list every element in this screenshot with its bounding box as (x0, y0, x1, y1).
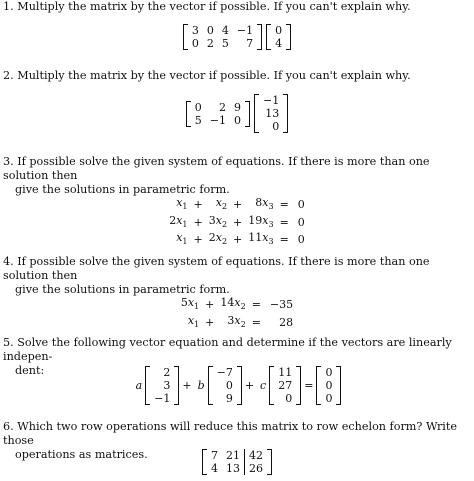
equation-term: $3x_2$ (208, 213, 228, 229)
problem-number: 1. (3, 0, 14, 13)
vector (254, 94, 288, 133)
matrix-row (274, 366, 296, 379)
matrix-cell: 2 (206, 37, 214, 50)
matrix-cell: −1 (263, 94, 280, 107)
matrix-cell: −1 (209, 113, 226, 127)
vector (266, 24, 291, 50)
problem-5-equation (0, 366, 474, 405)
matrix-cell: 0 (275, 24, 283, 37)
equals-sign: = (304, 379, 314, 392)
equation-term: $11x_3$ (248, 231, 274, 247)
matrix-cell: 9 (225, 392, 233, 405)
matrix-cell: 9 (234, 100, 241, 114)
matrix-cell: 0 (285, 392, 293, 405)
augmented-matrix (202, 449, 272, 475)
vector-a (145, 366, 179, 405)
equation-term: + (233, 215, 243, 229)
matrix-cell: 0 (272, 120, 280, 133)
matrix-row (321, 392, 336, 405)
equation-term: $8x_3$ (255, 196, 274, 212)
matrix-row (191, 114, 245, 127)
problem-text-line2: give the solutions in parametric form. (15, 283, 230, 296)
matrix-cell: 0 (191, 37, 199, 50)
equation-term: + (205, 298, 215, 312)
matrix-row (188, 24, 257, 37)
matrix-cell: 42 (245, 449, 268, 462)
matrix-row (207, 449, 267, 462)
problem-number: 5. (3, 336, 14, 349)
matrix-cell: −7 (216, 366, 233, 379)
equation-term: $2x_1$ (169, 213, 188, 229)
equation-term: $2x_2$ (208, 231, 228, 247)
equation-system (178, 296, 296, 331)
matrix-cell: −1 (154, 392, 171, 405)
matrix-cell: 11 (278, 366, 293, 379)
matrix-cell: 0 (234, 113, 241, 127)
equation-term: = (251, 298, 261, 312)
equation-term: $3x_2$ (227, 313, 246, 329)
equation-term: $19x_3$ (248, 213, 274, 229)
matrix-row (213, 379, 237, 392)
equation-row (178, 314, 296, 332)
matrix-cell: 21 (226, 449, 240, 462)
matrix-row (259, 94, 283, 107)
vector-b (208, 366, 242, 405)
equation-term: $14x_2$ (220, 296, 246, 312)
matrix-cell: 4 (275, 37, 283, 50)
matrix-cell: 0 (206, 24, 214, 37)
equation-term: $x_2$ (215, 196, 228, 212)
matrix-cell: 5 (194, 113, 202, 127)
problem-2-expression (0, 94, 474, 133)
matrix-row (271, 24, 286, 37)
matrix-row (191, 101, 245, 114)
matrix-row (321, 366, 336, 379)
matrix-row (274, 379, 296, 392)
matrix-row (271, 37, 286, 50)
matrix-cell: 27 (278, 379, 293, 392)
matrix-cell: 0 (325, 366, 333, 379)
equation-term: = (251, 315, 261, 329)
matrix-cell: 7 (246, 37, 254, 50)
matrix-row (150, 392, 174, 405)
matrix-cell: 26 (245, 462, 268, 475)
plus-sign: + (244, 379, 255, 392)
problem-text: Multiply the matrix by the vector if possible. If you can't explain why. (17, 0, 411, 13)
matrix-cell: 2 (163, 366, 171, 379)
problem-1-expression (0, 24, 474, 50)
coefficient-b: b (197, 379, 205, 392)
matrix (183, 24, 262, 50)
problem-number: 6. (3, 420, 14, 433)
matrix-cell: 0 (325, 392, 333, 405)
equation-term: = (279, 233, 289, 247)
plus-sign: + (182, 379, 192, 392)
problem-text-line2: operations as matrices. (15, 448, 148, 461)
equation-row (178, 296, 296, 314)
equation-system (166, 196, 308, 249)
equation-term: $x_1$ (176, 196, 188, 212)
matrix-cell: 3 (163, 379, 171, 392)
problem-text-line1: If possible solve the given system of equations. If there is more than one solution then (3, 155, 430, 182)
problem-1 (0, 0, 474, 14)
equation-term: 0 (297, 215, 305, 229)
equation-term: + (233, 198, 243, 212)
equation-term: + (193, 215, 203, 229)
equation-term: + (193, 198, 203, 212)
matrix-cell: 13 (226, 462, 240, 475)
equation-term: + (233, 233, 243, 247)
problem-4 (0, 255, 474, 297)
matrix-row (259, 107, 283, 120)
problem-text-line2: dent: (15, 364, 45, 377)
problem-6-expression (0, 449, 474, 475)
matrix-row (207, 462, 267, 475)
matrix-row (274, 392, 296, 405)
equation-term: $x_1$ (187, 313, 200, 329)
coefficient-a: a (135, 379, 143, 392)
equation-term: $5x_1$ (180, 296, 200, 312)
equation-term: −35 (269, 298, 294, 312)
matrix-cell: 0 (194, 100, 202, 114)
equation-row (166, 196, 308, 214)
matrix-row (188, 37, 257, 50)
equation-term: = (279, 198, 289, 212)
problem-4-system (0, 296, 474, 331)
problem-text-line1: If possible solve the given system of equations. If there is more than one solution then (3, 255, 430, 282)
zero-vector (316, 366, 341, 405)
matrix-cell: −1 (236, 24, 254, 37)
problem-number: 4. (3, 255, 14, 268)
problem-text: Multiply the matrix by the vector if possible. If you can't explain why. (17, 69, 411, 82)
equation-term: 28 (279, 315, 294, 329)
matrix-row (150, 379, 174, 392)
matrix-cell: 4 (211, 462, 218, 475)
matrix-cell: 0 (325, 379, 333, 392)
matrix-row (321, 379, 336, 392)
coefficient-c: c (260, 379, 267, 392)
matrix-row (259, 120, 283, 133)
matrix (186, 101, 250, 127)
problem-3-system (0, 196, 474, 249)
matrix-cell: 0 (225, 379, 233, 392)
equation-term: + (205, 315, 215, 329)
vector-c (269, 366, 301, 405)
matrix-row (150, 366, 174, 379)
problem-number: 2. (3, 69, 14, 82)
equation-term: 0 (297, 198, 305, 212)
problem-2 (0, 69, 474, 83)
equation-term: = (279, 215, 289, 229)
problem-3 (0, 155, 474, 197)
equation-row (166, 231, 308, 249)
matrix-row (213, 366, 237, 379)
equation-term: $x_1$ (176, 231, 188, 247)
matrix-cell: 4 (221, 24, 229, 37)
matrix-cell: 2 (219, 100, 226, 114)
problem-number: 3. (3, 155, 14, 168)
equation-term: + (193, 233, 203, 247)
matrix-cell: 7 (211, 449, 218, 462)
matrix-row (213, 392, 237, 405)
matrix-cell: 13 (265, 107, 280, 120)
matrix-cell: 5 (221, 37, 229, 50)
problem-text-line2: give the solutions in parametric form. (15, 183, 230, 196)
equation-row (166, 214, 308, 232)
equation-term: 0 (297, 233, 305, 247)
problem-text-line1: Solve the following vector equation and determine if the vectors are linearly indepen- (3, 336, 452, 363)
matrix-cell: 3 (191, 24, 199, 37)
problem-text-line1: Which two row operations will reduce this matrix to row echelon form? Write those (3, 420, 457, 447)
